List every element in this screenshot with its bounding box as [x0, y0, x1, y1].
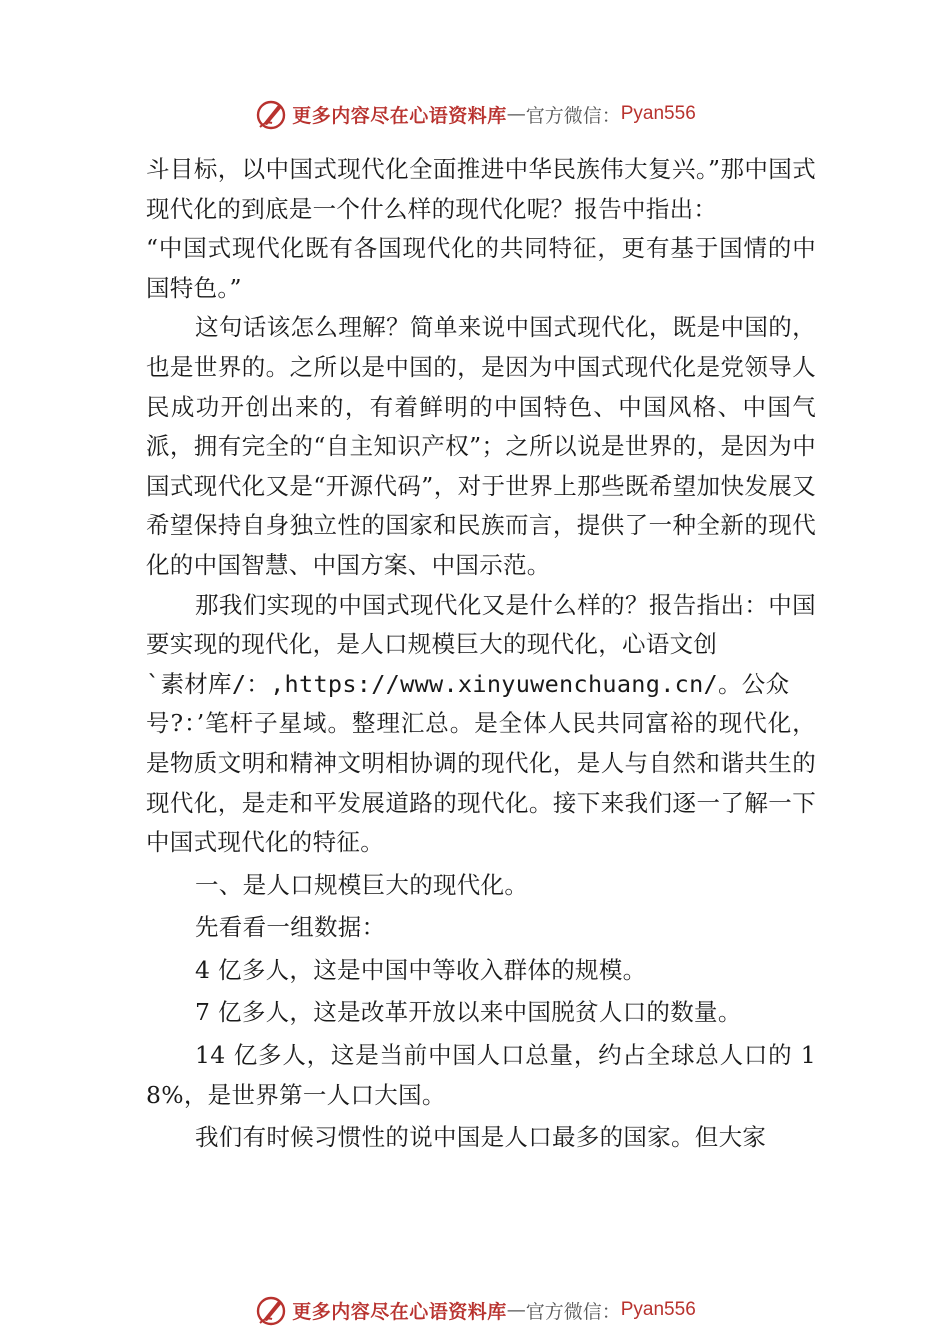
- paragraph-4c: 号?：’笔杆子星域。整理汇总。是全体人民共同富裕的现代化，是物质文明和精神文明相协调的现代化，是人与自然和谐共生的现代化，是走和平发展道路的现代化。接下来我们逐一了解一下中国式现代化的特征。: [146, 709, 816, 857]
- paragraph-3: 这句话该怎么理解？简单来说中国式现代化，既是中国的，也是世界的。之所以是中国的，是因为中国式现代化是党领导人民成功开创出来的，有着鲜明的中国特色、中国风格、中国气派，拥有完全的“自主知识产权”；之所以说是世界的，是因为中国式现代化又是“开源代码”，对于世界上那些既希望加快发展又希望保持自身独立性的国家和民族而言，提供了一种全新的现代化的中国智慧、中国方案、中国示范。: [146, 313, 816, 579]
- document-body: [146, 150, 816, 1158]
- header-banner: [0, 94, 950, 134]
- header-wechat-id: Pyan556: [620, 103, 696, 124]
- quill-pen-seal-icon: [254, 97, 288, 131]
- footer-dash: —: [506, 1299, 526, 1321]
- paragraph-last: 我们有时候习惯性的说中国是人口最多的国家。但大家: [195, 1123, 767, 1152]
- paragraph-4a: 那我们实现的中国式现代化又是什么样的？报告指出：中国要实现的现代化，是人口规模巨大的现代化，心语文创: [146, 590, 816, 659]
- header-slogan: 更多内容尽在心语资料库: [292, 104, 507, 127]
- paragraph-4b-url: `素材库/：,https://www.xinyuwenchuang.cn/。公众: [146, 669, 790, 698]
- paragraph-1: 斗目标，以中国式现代化全面推进中华民族伟大复兴。”那中国式现代化的到底是一个什么样的现代化呢？报告中指出：: [146, 155, 816, 223]
- paragraph-2: “中国式现代化既有各国现代化的共同特征，更有基于国情的中国特色。”: [146, 234, 816, 302]
- paragraph-data-1: 4 亿多人，这是中国中等收入群体的规模。: [195, 955, 647, 984]
- quill-pen-seal-icon: [254, 1293, 288, 1327]
- footer-slogan: 更多内容尽在心语资料库: [292, 1300, 507, 1323]
- header-dash: —: [506, 103, 526, 125]
- paragraph-data-3: 14 亿多人，这是当前中国人口总量，约占全球总人口的 18%，是世界第一人口大国。: [146, 1041, 816, 1109]
- footer-wechat-id: Pyan556: [620, 1299, 696, 1320]
- footer-banner: [0, 1290, 950, 1330]
- header-official: 官方微信：: [525, 104, 621, 127]
- paragraph-data-2: 7 亿多人，这是改革开放以来中国脱贫人口的数量。: [195, 998, 742, 1027]
- footer-official: 官方微信：: [525, 1300, 621, 1323]
- paragraph-data-intro: 先看看一组数据：: [195, 913, 386, 942]
- heading-feature-1: 一、是人口规模巨大的现代化。: [195, 870, 529, 899]
